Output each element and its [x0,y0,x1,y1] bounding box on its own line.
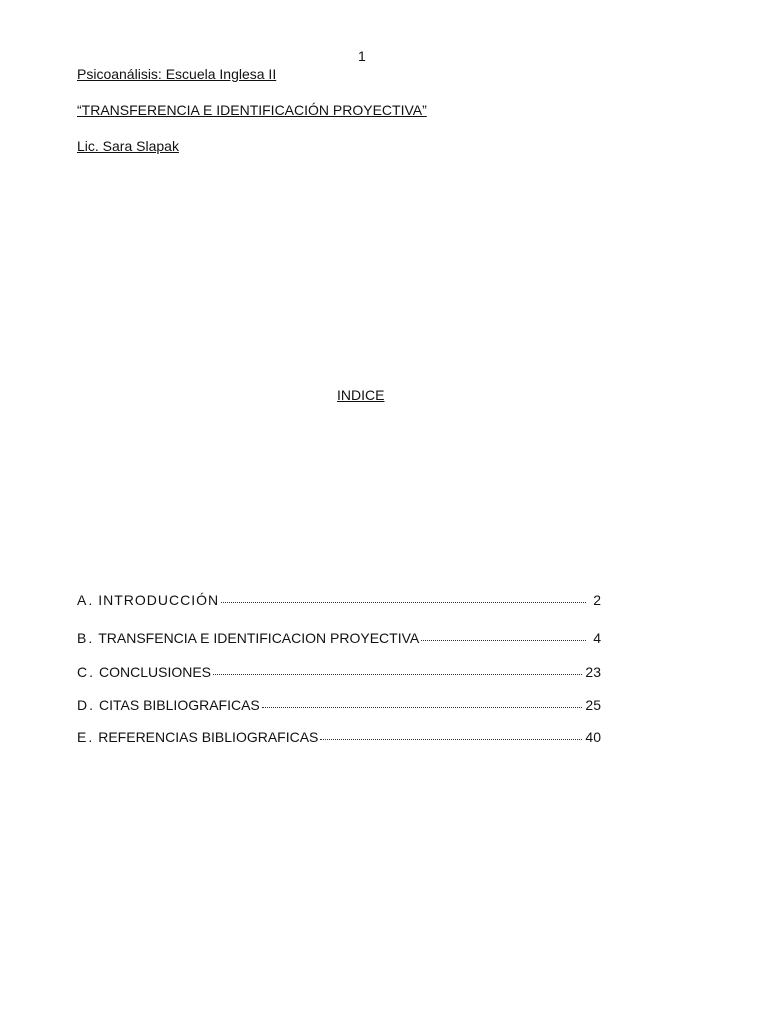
toc-dot-leader [213,674,582,675]
document-title: “TRANSFERENCIA E IDENTIFICACIÓN PROYECTIVA” [77,102,427,118]
toc-title: CITAS BIBLIOGRAFICAS [99,697,260,713]
toc-page-number: 25 [585,697,601,713]
toc-letter: D. [77,697,95,713]
toc-page-number: 4 [593,630,601,646]
toc-title: REFERENCIAS BIBLIOGRAFICAS [98,729,319,745]
toc-entry-transferencia [77,630,601,646]
toc-dot-leader [221,602,586,603]
index-heading: INDICE [337,387,385,403]
toc-entry-referencias-bibliograficas [77,729,601,745]
toc-title: INTRODUCCIÓN [98,592,220,608]
toc-title: CONCLUSIONES [99,664,212,680]
page-number: 1 [358,48,366,64]
toc-page-number: 40 [585,729,601,745]
toc-entry-conclusiones [77,664,601,680]
toc-dot-leader [262,707,583,708]
toc-letter: C. [77,664,95,680]
toc-letter: E. [77,729,95,745]
course-name: Psicoanálisis: Escuela Inglesa II [77,66,277,82]
toc-dot-leader [320,739,582,740]
toc-page-number: 23 [585,664,601,680]
author-name: Lic. Sara Slapak [77,138,179,154]
toc-entry-introduccion [77,592,601,608]
toc-title: TRANSFENCIA E IDENTIFICACION PROYECTIVA [98,630,420,646]
toc-entry-citas-bibliograficas [77,697,601,713]
toc-page-number: 2 [593,592,601,608]
toc-letter: B. [77,630,95,646]
toc-letter: A. [77,592,95,608]
toc-dot-leader [421,640,586,641]
